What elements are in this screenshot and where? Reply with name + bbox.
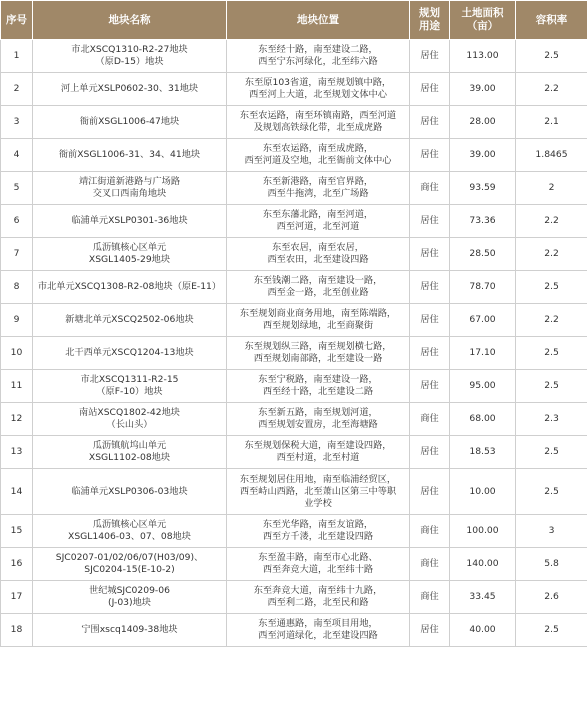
cell-area: 100.00 (450, 515, 516, 548)
cell-far: 2.5 (516, 614, 587, 647)
header-area: 土地面积 （亩） (450, 1, 516, 40)
table-row (1, 469, 587, 515)
cell-name: 市北单元XSCQ1308-R2-08地块（原E-11） (33, 271, 227, 304)
cell-location: 东至东藩北路，南至河道， 西至河道，北至河道 (227, 205, 410, 238)
cell-use: 居住 (410, 106, 450, 139)
cell-location: 东至宁税路，南至建设一路， 西至经十路，北至建设二路 (227, 370, 410, 403)
cell-location: 东至经十路，南至建设二路， 西至宁东河绿化，北至纬六路 (227, 40, 410, 73)
cell-name: 临浦单元XSLP0301-36地块 (33, 205, 227, 238)
cell-far: 2.5 (516, 40, 587, 73)
table-row (1, 581, 587, 614)
cell-name: 南站XSCQ1802-42地块 （长山头） (33, 403, 227, 436)
cell-far: 2.2 (516, 238, 587, 271)
cell-use: 商住 (410, 548, 450, 581)
table-row (1, 238, 587, 271)
cell-far: 2.3 (516, 403, 587, 436)
cell-no: 13 (1, 436, 33, 469)
table-row (1, 205, 587, 238)
cell-use: 居住 (410, 436, 450, 469)
cell-area: 10.00 (450, 469, 516, 515)
cell-name: 靖江街道新港路与广场路 交叉口西南角地块 (33, 172, 227, 205)
cell-no: 18 (1, 614, 33, 647)
cell-area: 67.00 (450, 304, 516, 337)
cell-area: 17.10 (450, 337, 516, 370)
cell-far: 2.6 (516, 581, 587, 614)
cell-use: 商住 (410, 403, 450, 436)
cell-no: 4 (1, 139, 33, 172)
table-row (1, 614, 587, 647)
cell-area: 113.00 (450, 40, 516, 73)
cell-far: 1.8465 (516, 139, 587, 172)
cell-name: 瓜沥镇核心区单元 XSGL1406-03、07、08地块 (33, 515, 227, 548)
cell-area: 73.36 (450, 205, 516, 238)
cell-area: 93.59 (450, 172, 516, 205)
cell-area: 95.00 (450, 370, 516, 403)
cell-location: 东至奔竞大道，南至纬十九路， 西至利二路，北至民和路 (227, 581, 410, 614)
cell-far: 2.5 (516, 271, 587, 304)
cell-no: 5 (1, 172, 33, 205)
table-row (1, 40, 587, 73)
cell-area: 28.00 (450, 106, 516, 139)
table-row (1, 548, 587, 581)
cell-far: 2.5 (516, 436, 587, 469)
cell-location: 东至光华路，南至友谊路， 西至方千溇，北至建设四路 (227, 515, 410, 548)
cell-name: 北干西单元XSCQ1204-13地块 (33, 337, 227, 370)
cell-no: 8 (1, 271, 33, 304)
table-row (1, 172, 587, 205)
header-location: 地块位置 (227, 1, 410, 40)
table-row (1, 515, 587, 548)
table-row (1, 370, 587, 403)
header-name: 地块名称 (33, 1, 227, 40)
cell-location: 东至农居，南至农居， 西至农田，北至建设四路 (227, 238, 410, 271)
cell-name: 瓜沥镇核心区单元 XSGL1405-29地块 (33, 238, 227, 271)
table-row (1, 337, 587, 370)
cell-no: 11 (1, 370, 33, 403)
cell-name: 宁围xscq1409-38地块 (33, 614, 227, 647)
cell-location: 东至原103省道，南至规划镇中路， 西至河上大道，北至规划文体中心 (227, 73, 410, 106)
cell-location: 东至新港路，南至官界路， 西至牛拖湾，北至广场路 (227, 172, 410, 205)
table-body (1, 40, 587, 647)
cell-far: 2.1 (516, 106, 587, 139)
table-row (1, 304, 587, 337)
table-row (1, 139, 587, 172)
cell-use: 商住 (410, 515, 450, 548)
cell-use: 居住 (410, 73, 450, 106)
table-row (1, 403, 587, 436)
cell-area: 28.50 (450, 238, 516, 271)
cell-use: 居住 (410, 337, 450, 370)
cell-no: 15 (1, 515, 33, 548)
cell-area: 39.00 (450, 73, 516, 106)
cell-area: 33.45 (450, 581, 516, 614)
header-no: 序号 (1, 1, 33, 40)
cell-far: 2.2 (516, 304, 587, 337)
cell-location: 东至通惠路，南至项目用地， 西至河道绿化，北至建设四路 (227, 614, 410, 647)
cell-no: 3 (1, 106, 33, 139)
cell-name: 衙前XSGL1006-31、34、41地块 (33, 139, 227, 172)
cell-name: 临浦单元XSLP0306-03地块 (33, 469, 227, 515)
cell-area: 68.00 (450, 403, 516, 436)
cell-far: 2.2 (516, 205, 587, 238)
cell-use: 居住 (410, 238, 450, 271)
table-row (1, 106, 587, 139)
cell-no: 1 (1, 40, 33, 73)
cell-use: 居住 (410, 205, 450, 238)
cell-use: 居住 (410, 40, 450, 73)
cell-no: 16 (1, 548, 33, 581)
cell-use: 居住 (410, 271, 450, 304)
cell-use: 居住 (410, 370, 450, 403)
cell-location: 东至规划商业商务用地，南至陈端路， 西至规划绿地，北至商聚街 (227, 304, 410, 337)
cell-location: 东至农运路，南至环镇南路，西至河道 及规划高铁绿化带，北至成虎路 (227, 106, 410, 139)
cell-name: 河上单元XSLP0602-30、31地块 (33, 73, 227, 106)
cell-no: 17 (1, 581, 33, 614)
cell-area: 40.00 (450, 614, 516, 647)
cell-use: 居住 (410, 139, 450, 172)
header-row (1, 1, 587, 40)
cell-name: 衙前XSGL1006-47地块 (33, 106, 227, 139)
header-use: 规划 用途 (410, 1, 450, 40)
cell-area: 140.00 (450, 548, 516, 581)
header-far: 容积率 (516, 1, 587, 40)
cell-location: 东至盈丰路，南至市心北路、 西至奔竞大道，北至纬十路 (227, 548, 410, 581)
cell-area: 78.70 (450, 271, 516, 304)
cell-location: 东至规划居住用地，南至临浦经贸区， 西至峙山西路，北至萧山区第三中等职 业学校 (227, 469, 410, 515)
cell-location: 东至农运路，南至成虎路， 西至河道及空地，北至衙前文体中心 (227, 139, 410, 172)
cell-use: 居住 (410, 304, 450, 337)
table-header (1, 1, 587, 40)
table-row (1, 73, 587, 106)
cell-use: 居住 (410, 614, 450, 647)
cell-name: SJC0207-01/02/06/07(H03/09)、 SJC0204-15(E-10-2) (33, 548, 227, 581)
cell-name: 新塘北单元XSCQ2502-06地块 (33, 304, 227, 337)
cell-far: 2.2 (516, 73, 587, 106)
cell-name: 市北XSCQ1311-R2-15 （原F-10）地块 (33, 370, 227, 403)
cell-no: 12 (1, 403, 33, 436)
cell-area: 39.00 (450, 139, 516, 172)
cell-no: 7 (1, 238, 33, 271)
table-row (1, 436, 587, 469)
cell-location: 东至新五路，南至规划河道， 西至规划安置房，北至海塘路 (227, 403, 410, 436)
cell-far: 2 (516, 172, 587, 205)
cell-location: 东至规划纵三路，南至规划横七路， 西至规划南部路，北至建设一路 (227, 337, 410, 370)
cell-no: 14 (1, 469, 33, 515)
table-row (1, 271, 587, 304)
cell-no: 2 (1, 73, 33, 106)
cell-area: 18.53 (450, 436, 516, 469)
cell-use: 商住 (410, 581, 450, 614)
cell-far: 5.8 (516, 548, 587, 581)
cell-no: 6 (1, 205, 33, 238)
cell-far: 2.5 (516, 469, 587, 515)
cell-name: 市北XSCQ1310-R2-27地块 （原D-15）地块 (33, 40, 227, 73)
cell-no: 9 (1, 304, 33, 337)
cell-far: 2.5 (516, 370, 587, 403)
cell-far: 3 (516, 515, 587, 548)
cell-location: 东至规划保税大道，南至建设四路， 西至村道，北至村道 (227, 436, 410, 469)
cell-name: 世纪城SJC0209-06 (J-03)地块 (33, 581, 227, 614)
cell-far: 2.5 (516, 337, 587, 370)
cell-use: 居住 (410, 469, 450, 515)
cell-name: 瓜沥镇航坞山单元 XSGL1102-08地块 (33, 436, 227, 469)
cell-location: 东至钱潮二路，南至建设一路， 西至金一路，北至创业路 (227, 271, 410, 304)
cell-no: 10 (1, 337, 33, 370)
cell-use: 商住 (410, 172, 450, 205)
